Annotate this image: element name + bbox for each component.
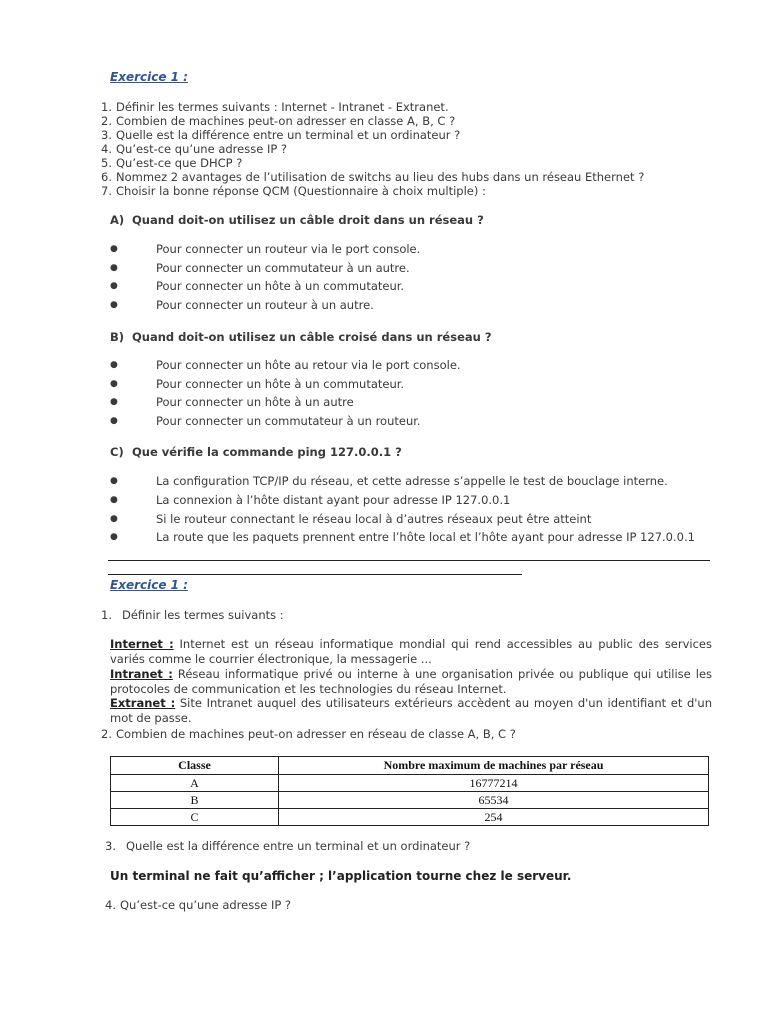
exercise-title: Exercice 1 : (110, 70, 188, 84)
term-label: Internet : (110, 637, 174, 651)
question-number: 2. (101, 114, 112, 128)
qcm-option (0, 393, 768, 412)
question-item (96, 156, 644, 170)
question-text: Définir les termes suivants : Internet - Intranet - Extranet. (116, 100, 449, 114)
bullet-icon: ● (110, 300, 118, 310)
bullet-icon: ● (110, 263, 118, 273)
section-title-text: Quand doit-on utilisez un câble croisé dans un réseau ? (132, 330, 492, 344)
option-text: Pour connecter un hôte à un commutateur. (156, 377, 405, 391)
question-number: 5. (101, 156, 112, 170)
separator-rule (108, 574, 522, 575)
question-item (96, 142, 644, 156)
bullet-icon: ● (110, 281, 118, 291)
question-item (96, 100, 644, 114)
section-title-text: Quand doit-on utilisez un câble droit dans un réseau ? (132, 213, 484, 227)
option-text: Pour connecter un commutateur à un routeur. (156, 414, 421, 428)
table-header: Nombre maximum de machines par réseau (279, 757, 709, 775)
qcm-option (0, 412, 768, 431)
definition-text: Site Intranet auquel des utilisateurs extérieurs accèdent au moyen d'un identifiant et d'un mot de passe. (110, 696, 713, 725)
table-cell: 254 (279, 809, 709, 826)
question-item (96, 184, 644, 198)
option-text: Pour connecter un routeur à un autre. (156, 298, 374, 312)
qcm-option (0, 510, 768, 529)
qcm-option (0, 296, 768, 315)
qcm-section-title (110, 445, 402, 459)
term-label: Extranet : (110, 696, 176, 710)
question-text: Qu’est-ce que DHCP ? (116, 156, 243, 170)
question-number: 6. (101, 170, 112, 184)
question-number: 2. (101, 727, 112, 741)
question-text: Définir les termes suivants : (122, 608, 284, 622)
definition-text: Réseau informatique privé ou interne à une organisation privée ou publique qui utilise les protocoles de communication et les technologies du réseau Internet. (110, 667, 713, 696)
definition-internet (110, 637, 712, 667)
question-text: Qu’est-ce qu’une adresse IP ? (116, 142, 288, 156)
separator-rule (108, 560, 710, 561)
question-number: 3. (101, 128, 112, 142)
option-text: Pour connecter un routeur via le port console. (156, 242, 421, 256)
section-letter: B) (110, 330, 125, 344)
question-text: Choisir la bonne réponse QCM (Questionnaire à choix multiple) : (116, 184, 486, 198)
table-cell: B (111, 792, 279, 809)
qcm-option (0, 356, 768, 375)
option-text: Pour connecter un hôte à un autre (156, 395, 354, 409)
qcm-section-title (110, 330, 492, 344)
option-text: Pour connecter un commutateur à un autre. (156, 261, 410, 275)
qcm-option (0, 375, 768, 394)
table-cell: C (111, 809, 279, 826)
question-number: 1. (101, 100, 112, 114)
question-number: 1. (101, 608, 112, 622)
table-header: Classe (111, 757, 279, 775)
qcm-option (0, 259, 768, 278)
qcm-option (0, 277, 768, 296)
answer-question (96, 727, 516, 741)
bullet-icon: ● (110, 532, 118, 542)
question-text: Nommez 2 avantages de l’utilisation de switchs au lieu des hubs dans un réseau Ethernet ? (116, 170, 645, 184)
qcm-option (0, 491, 768, 510)
qcm-option (0, 472, 768, 491)
table-cell: 16777214 (279, 775, 709, 792)
question-item (96, 128, 644, 142)
option-text: Pour connecter un hôte au retour via le port console. (156, 358, 461, 372)
option-text: La connexion à l’hôte distant ayant pour adresse IP 127.0.0.1 (156, 493, 511, 507)
question-list (96, 100, 644, 198)
answer-question (96, 608, 284, 622)
question-text: Combien de machines peut-on adresser en réseau de classe A, B, C ? (116, 727, 516, 741)
qcm-option (0, 240, 768, 259)
section-letter: A) (110, 213, 125, 227)
qcm-section-title (110, 213, 484, 227)
term-label: Intranet : (110, 667, 173, 681)
question-number: 4. (101, 142, 112, 156)
definition-extranet (110, 696, 712, 726)
question-text: Qu’est-ce qu’une adresse IP ? (120, 898, 292, 912)
table-cell: 65534 (279, 792, 709, 809)
section-letter: C) (110, 445, 124, 459)
bullet-icon: ● (110, 495, 118, 505)
bullet-icon: ● (110, 244, 118, 254)
question-item (96, 170, 644, 184)
definition-text: Internet est un réseau informatique mondial qui rend accessibles au public des services variés comme le courrier électronique, la messagerie ... (110, 637, 712, 666)
table-row (111, 792, 709, 809)
question-text: Quelle est la différence entre un terminal et un ordinateur ? (116, 128, 461, 142)
class-table (110, 756, 709, 826)
bullet-icon: ● (110, 397, 118, 407)
question-number: 4. (105, 898, 116, 912)
section-title-text: Que vérifie la commande ping 127.0.0.1 ? (132, 445, 402, 459)
bullet-icon: ● (110, 416, 118, 426)
bullet-icon: ● (110, 514, 118, 524)
qcm-option (0, 528, 768, 547)
table-cell: A (111, 775, 279, 792)
option-text: Pour connecter un hôte à un commutateur. (156, 279, 405, 293)
answer-text: Un terminal ne fait qu’afficher ; l’application tourne chez le serveur. (110, 869, 572, 883)
question-text: Combien de machines peut-on adresser en classe A, B, C ? (116, 114, 456, 128)
option-text: La configuration TCP/IP du réseau, et cette adresse s’appelle le test de bouclage interne. (156, 474, 668, 488)
table-header-row (111, 757, 709, 775)
question-number: 3. (105, 839, 116, 853)
question-text: Quelle est la différence entre un terminal et un ordinateur ? (126, 839, 471, 853)
bullet-icon: ● (110, 360, 118, 370)
option-text: La route que les paquets prennent entre l’hôte local et l’hôte ayant pour adresse IP 127.0.0.1 (156, 530, 695, 544)
definition-intranet (110, 667, 712, 697)
bullet-icon: ● (110, 379, 118, 389)
exercise-title: Exercice 1 : (110, 578, 188, 592)
answer-question (100, 839, 470, 853)
bullet-icon: ● (110, 476, 118, 486)
table-row (111, 809, 709, 826)
question-number: 7. (101, 184, 112, 198)
answer-question (100, 898, 291, 912)
table-row (111, 775, 709, 792)
option-text: Si le routeur connectant le réseau local à d’autres réseaux peut être atteint (156, 512, 592, 526)
question-item (96, 114, 644, 128)
